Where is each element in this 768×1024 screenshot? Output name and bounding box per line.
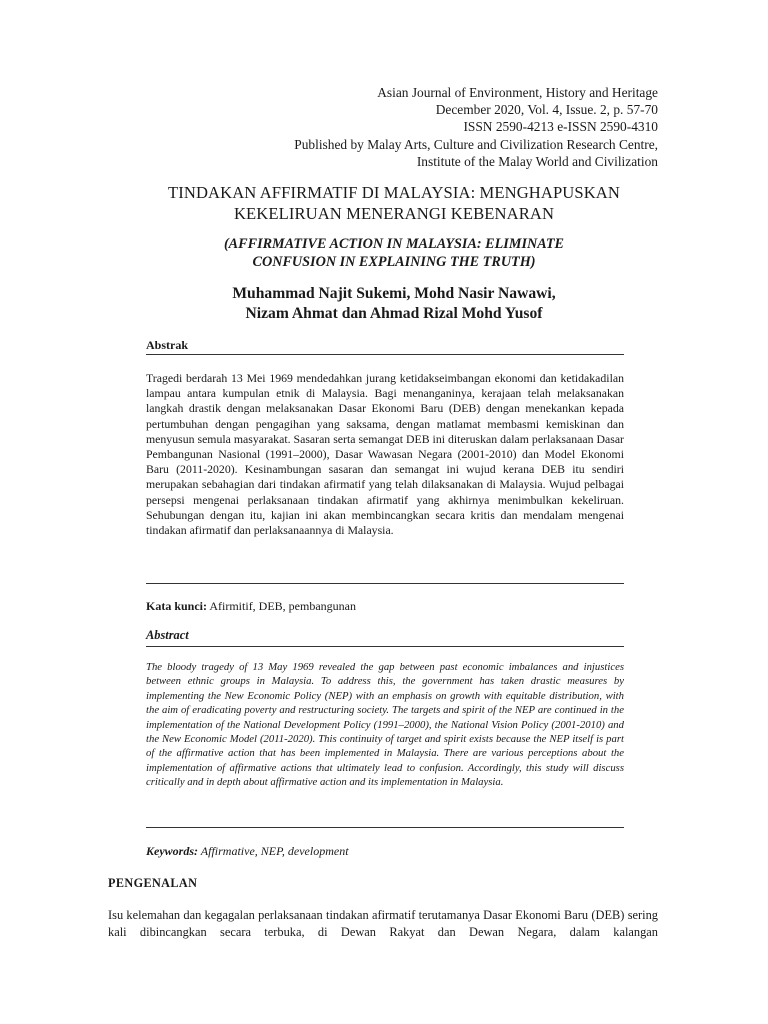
abstract-top-rule: [146, 646, 624, 647]
article-subtitle: [84, 236, 704, 271]
journal-issue: December 2020, Vol. 4, Issue. 2, p. 57-70: [435, 102, 658, 118]
article-title: [84, 182, 704, 224]
journal-publisher: Published by Malay Arts, Culture and Civilization Research Centre,: [294, 136, 658, 152]
kata-kunci-value: Afirmitif, DEB, pembangunan: [209, 599, 356, 613]
article-authors: [84, 284, 704, 324]
article-subtitle-line2: CONFUSION IN EXPLAINING THE TRUTH): [252, 253, 536, 270]
journal-issn: ISSN 2590-4213 e-ISSN 2590-4310: [463, 119, 658, 135]
article-title-line1: TINDAKAN AFFIRMATIF DI MALAYSIA: MENGHAPUSKAN: [168, 183, 620, 202]
keywords-label: Keywords:: [146, 844, 198, 858]
journal-institute: Institute of the Malay World and Civilization: [416, 153, 658, 169]
journal-info: [98, 84, 658, 170]
kata-kunci: [146, 599, 624, 614]
journal-name: Asian Journal of Environment, History and Heritage: [377, 85, 658, 100]
abstrak-heading: Abstrak: [146, 338, 189, 352]
abstract-body: The bloody tragedy of 13 May 1969 revealed the gap between past economic imbalances and injustices between ethnic groups in Malaysia. To address this, the government has taken drastic measures by implementing the New Economic Policy (NEP) with an emphasis on growth with equitable distribution, with the aim of eradicating poverty and restructuring society. The targets and spirit of the NEP are continued in the implementation of the National Development Policy (1991–2000), the National Vision Policy (2001-2010) and the New Economic Model (2011-2020). This continuity of target and spirit exists because the NEP itself is part of the affirmative action that has been implemented in Malaysia. There are various perceptions about the implementation of affirmative actions that ultimately lead to confusion. Accordingly, this study will discuss critically and in depth about affirmative action and its implementation in Malaysia.: [146, 661, 624, 789]
pengenalan-heading: PENGENALAN: [108, 876, 198, 890]
article-subtitle-line1: (AFFIRMATIVE ACTION IN MALAYSIA: ELIMINATE: [223, 236, 565, 252]
abstrak-body: Tragedi berdarah 13 Mei 1969 mendedahkan jurang ketidakseimbangan ekonomi dan ketidakadilan lampau antara kumpulan etnik di Malaysia. Bagi menanganinya, kerajaan telah melaksanakan langkah drastik dengan melaksanakan Dasar Ekonomi Baru (DEB) dengan menekankan kepada pertumbuhan dengan pengagihan yang saksama, dengan matlamat membasmi kemiskinan dan menyusun semula masyarakat. Sasaran serta semangat DEB ini diteruskan dalam perlaksanaan Dasar Pembangunan Nasional (1991–2000), Dasar Wawasan Negara (2001-2010) dan Model Ekonomi Baru (2011-2020). Kesinambungan sasaran dan semangat ini wujud kerana DEB itu sendiri merupakan sebahagian dari tindakan afirmatif yang telah dilaksanakan di Malaysia. Wujud pelbagai persepsi mengenai perlaksanaan tindakan afirmatif yang akhirnya menimbulkan kekeliruan. Sehubungan dengan itu, kajian ini akan membincangkan secara kritis dan mendalam mengenai tindakan afirmatif dan perlaksanaannya di Malaysia.: [146, 371, 624, 538]
authors-line1: Muhammad Najit Sukemi, Mohd Nasir Nawawi,: [232, 285, 556, 302]
abstract-bottom-rule: [146, 827, 624, 828]
kata-kunci-label: Kata kunci:: [146, 599, 208, 613]
abstrak-top-rule: [146, 354, 624, 355]
article-title-line2: KEKELIRUAN MENERANGI KEBENARAN: [233, 204, 555, 223]
abstrak-bottom-rule: [146, 583, 624, 584]
pengenalan-body: Isu kelemahan dan kegagalan perlaksanaan tindakan afirmatif terutamanya Dasar Ekonomi Baru (DEB) sering kali dibincangkan secara terbuka, di Dewan Rakyat dan Dewan Negara, dalam kalangan: [108, 908, 658, 940]
authors-line2: Nizam Ahmat dan Ahmad Rizal Mohd Yusof: [245, 305, 543, 322]
keywords-value: Affirmative, NEP, development: [200, 844, 349, 858]
keywords: [146, 844, 624, 859]
abstract-heading: Abstract: [146, 628, 189, 642]
